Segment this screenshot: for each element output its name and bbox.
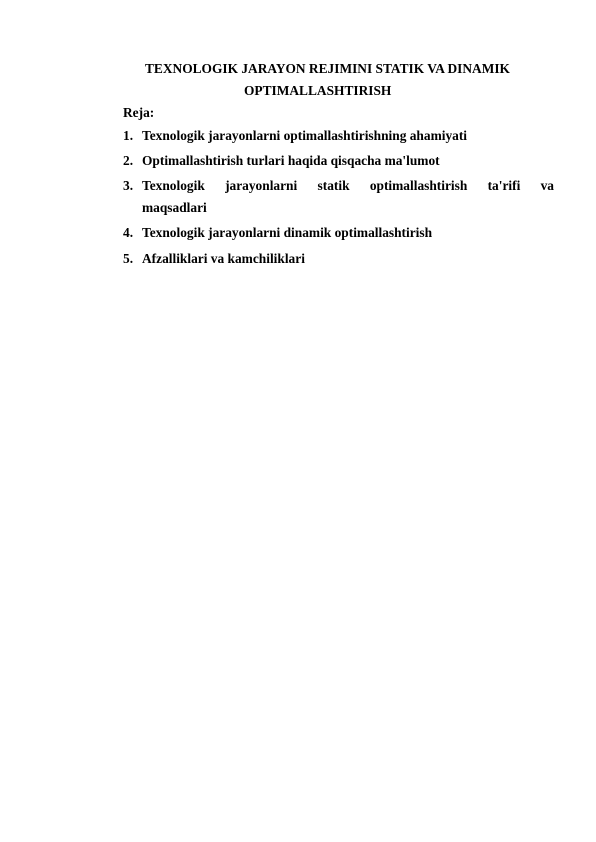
plan-item-word: optimallashtirish bbox=[369, 178, 468, 193]
plan-item-number: 4. bbox=[123, 225, 134, 240]
plan-item-number: 5. bbox=[123, 251, 134, 266]
plan-item-text: Texnologik jarayonlarni dinamik optimallashtirish bbox=[142, 225, 433, 240]
plan-item-text: Optimallashtirish turlari haqida qisqacha ma'lumot bbox=[142, 153, 440, 168]
plan-item-number: 3. bbox=[123, 178, 134, 193]
plan-item-word: Texnologik bbox=[142, 178, 205, 193]
plan-item-word: statik bbox=[317, 178, 350, 193]
plan-item-text: Texnologik jarayonlarni optimallashtirishning ahamiyati bbox=[142, 128, 468, 143]
plan-item-word: va bbox=[540, 178, 554, 193]
plan-item-number: 2. bbox=[123, 153, 134, 168]
plan-label: Reja: bbox=[123, 105, 155, 120]
plan-item-word: ta'rifi bbox=[487, 178, 521, 193]
plan-item-word: jarayonlarni bbox=[225, 178, 298, 193]
plan-item-number: 1. bbox=[123, 128, 134, 143]
document-title-line-1: TEXNOLOGIK JARAYON REJIMINI STATIK VA DINAMIK bbox=[145, 61, 510, 76]
plan-item-text-continuation: maqsadlari bbox=[142, 200, 207, 215]
plan-item-text bbox=[142, 178, 554, 194]
plan-item-text: Afzalliklari va kamchiliklari bbox=[142, 251, 305, 266]
document-title-line-2: OPTIMALLASHTIRISH bbox=[244, 83, 392, 98]
